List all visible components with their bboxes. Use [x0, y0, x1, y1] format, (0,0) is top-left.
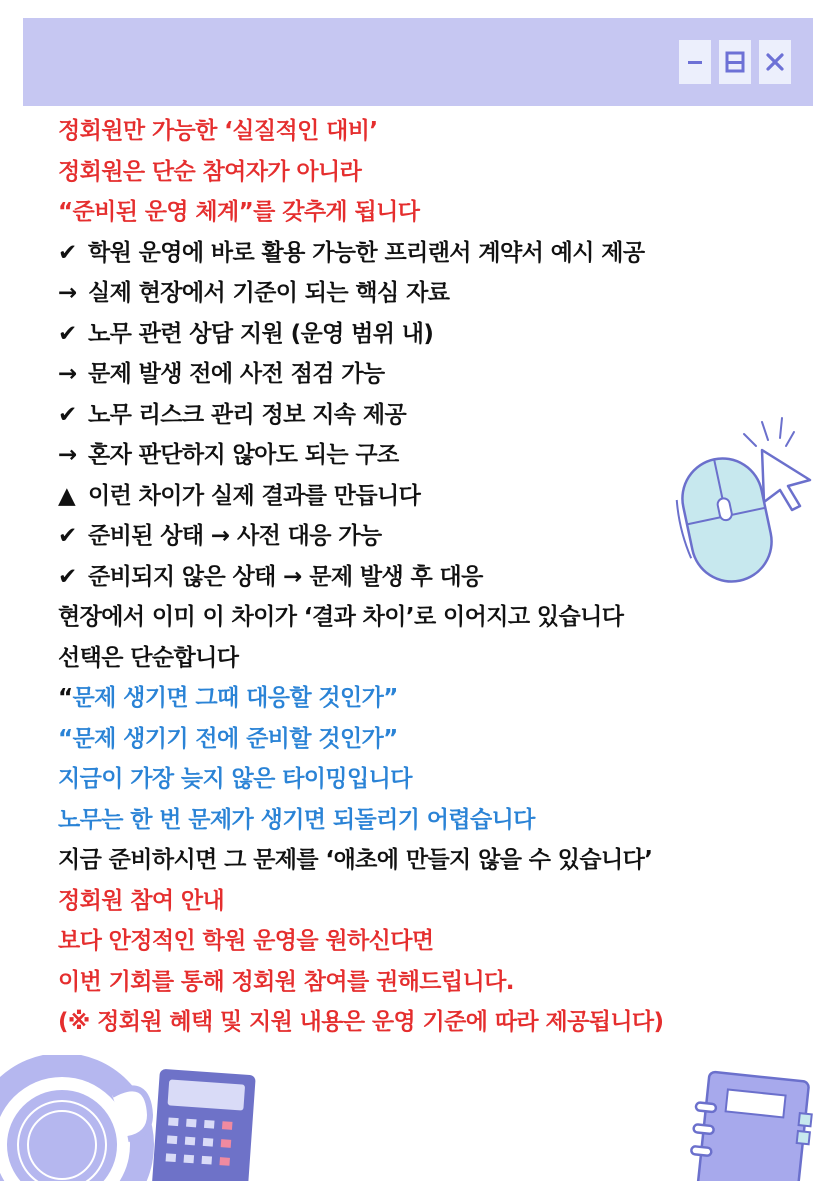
closing-line: 지금 준비하시면 그 문제를 ‘애초에 만들지 않을 수 있습니다’	[58, 847, 653, 873]
minimize-icon	[685, 52, 705, 72]
blue-line: 지금이 가장 늦지 않은 타이밍입니다	[58, 766, 412, 792]
blue-line: 노무는 한 번 문제가 생기면 되돌리기 어렵습니다	[58, 806, 535, 833]
arrow-icon: →	[58, 361, 77, 387]
benefit-item	[58, 476, 758, 517]
body-line: 현장에서 이미 이 차이가 ‘결과 차이’로 이어지고 있습니다	[58, 604, 624, 630]
heading-line: 정회원만 가능한 ‘실질적인 대비’	[58, 118, 378, 144]
arrow-icon: →	[58, 442, 77, 468]
benefit-item	[58, 314, 758, 355]
benefit-text: 노무 리스크 관리 정보 지속 제공	[88, 401, 407, 428]
benefit-text: 문제 발생 전에 사전 점검 가능	[88, 361, 385, 387]
maximize-icon	[724, 50, 746, 74]
benefit-text: 혼자 판단하지 않아도 되는 구조	[88, 442, 399, 468]
check-icon: ✔	[58, 563, 77, 590]
benefit-item	[58, 516, 758, 557]
check-icon: ✔	[58, 239, 77, 266]
benefit-text: 이런 차이가 실제 결과를 만듭니다	[88, 482, 421, 509]
benefit-item	[58, 354, 758, 395]
cta-note: (※ 정회원 혜택 및 지원 내용은 운영 기준에 따라 제공됩니다)	[58, 1009, 664, 1035]
blue-line: “문제 생기기 전에 준비할 것인가”	[58, 725, 398, 752]
mouse-illustration	[672, 410, 822, 590]
heading-line: 정회원은 단순 참여자가 아니라	[58, 158, 362, 185]
benefit-item	[58, 233, 758, 274]
benefit-text: 준비된 상태 → 사전 대응 가능	[88, 523, 382, 549]
minimize-button[interactable]	[679, 40, 711, 84]
check-icon: ✔	[58, 320, 77, 347]
check-icon: ✔	[58, 523, 77, 549]
quote-text: 문제 생기면 그때 대응할 것인가”	[72, 685, 398, 711]
warning-icon: ▲	[58, 482, 76, 509]
window-titlebar	[23, 18, 813, 106]
notebook-illustration	[680, 1068, 820, 1181]
close-button[interactable]	[759, 40, 791, 84]
benefit-text: 준비되지 않은 상태 → 문제 발생 후 대응	[88, 563, 483, 590]
quote-mark: “	[58, 685, 73, 711]
arrow-icon: →	[58, 280, 77, 306]
benefit-item	[58, 435, 758, 476]
benefit-item	[58, 273, 758, 314]
main-content	[58, 111, 758, 1043]
body-line: 선택은 단순합니다	[58, 644, 239, 671]
cta-line: 이번 기회를 통해 정회원 참여를 권해드립니다.	[58, 968, 514, 995]
close-icon	[764, 51, 786, 73]
coffee-cup-illustration	[0, 1055, 155, 1181]
heading-line: “준비된 운영 체계”를 갖추게 됩니다	[58, 199, 420, 225]
check-icon: ✔	[58, 401, 77, 428]
benefit-text: 학원 운영에 바로 활용 가능한 프리랜서 계약서 예시 제공	[88, 239, 645, 266]
calculator-illustration	[150, 1068, 260, 1181]
maximize-button[interactable]	[719, 40, 751, 84]
benefit-item	[58, 557, 758, 598]
quote-line	[58, 678, 758, 719]
cta-line: 보다 안정적인 학원 운영을 원하신다면	[58, 928, 434, 954]
benefit-text: 실제 현장에서 기준이 되는 핵심 자료	[88, 280, 450, 306]
benefit-text: 노무 관련 상담 지원 (운영 범위 내)	[88, 320, 434, 347]
benefit-item	[58, 395, 758, 436]
cta-title: 정회원 참여 안내	[58, 887, 225, 914]
